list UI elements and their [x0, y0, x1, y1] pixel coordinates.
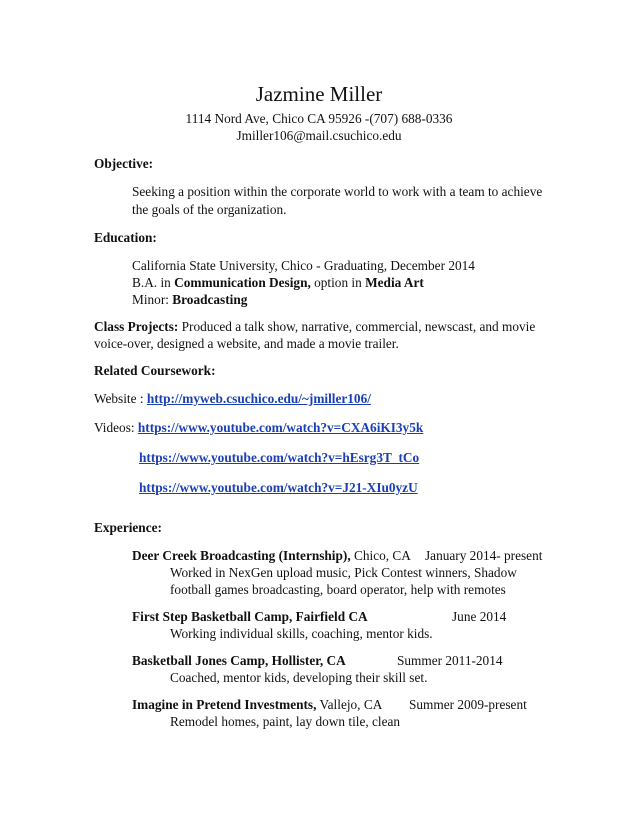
job-dates: January 2014- present [425, 548, 543, 563]
job-location: Chico, CA [350, 548, 411, 563]
degree-major: Communication Design, [174, 275, 311, 290]
job-title-line [132, 548, 411, 564]
job-dates: Summer 2011-2014 [397, 653, 503, 668]
videos-label: Videos: [94, 420, 138, 435]
degree-option: Media Art [365, 275, 424, 290]
minor-value: Broadcasting [172, 292, 248, 307]
website-row [94, 391, 371, 407]
degree-mid: option in [310, 275, 366, 290]
job-employer: First Step Basketball Camp, Fairfield CA [132, 609, 368, 624]
coursework-heading: Related Coursework: [94, 363, 216, 378]
objective-heading: Objective: [94, 156, 154, 171]
class-projects-line1 [94, 319, 535, 335]
experience-heading: Experience: [94, 520, 162, 535]
email-line: Jmiller106@mail.csuchico.edu [236, 128, 402, 143]
website-label: Website : [94, 391, 147, 406]
video-link-3[interactable]: https://www.youtube.com/watch?v=J21-XIu0yzU [139, 480, 418, 495]
job-location: Vallejo, CA [316, 697, 383, 712]
job-description-line1: Remodel homes, paint, lay down tile, clean [170, 714, 401, 729]
education-heading: Education: [94, 230, 157, 245]
video-row-3 [139, 480, 418, 496]
job-employer: Imagine in Pretend Investments, [132, 697, 317, 712]
objective-text-line2: the goals of the organization. [132, 202, 287, 217]
job-description-line1: Worked in NexGen upload music, Pick Contest winners, Shadow [170, 565, 517, 580]
education-minor [132, 292, 247, 308]
job-title-line [132, 609, 368, 625]
education-degree [132, 275, 424, 291]
job-description-line1: Working individual skills, coaching, mentor kids. [170, 626, 433, 641]
class-projects-text: Produced a talk show, narrative, commercial, newscast, and movie [178, 319, 536, 334]
address-line: 1114 Nord Ave, Chico CA 95926 -(707) 688-0336 [185, 111, 453, 126]
degree-prefix: B.A. in [132, 275, 175, 290]
objective-text-line1: Seeking a position within the corporate world to work with a team to achieve [132, 184, 543, 199]
job-title-line [132, 653, 346, 669]
website-link[interactable]: http://myweb.csuchico.edu/~jmiller106/ [146, 391, 371, 406]
job-description-line2: football games broadcasting, board operator, help with remotes [170, 582, 506, 597]
videos-row [94, 420, 423, 436]
video-row-2 [139, 450, 419, 466]
video-link-1[interactable]: https://www.youtube.com/watch?v=CXA6iKI3y5k [137, 420, 424, 435]
job-dates: Summer 2009-present [409, 697, 527, 712]
job-dates: June 2014 [452, 609, 507, 624]
job-description-line1: Coached, mentor kids, developing their skill set. [170, 670, 428, 685]
job-employer: Deer Creek Broadcasting (Internship), [132, 548, 351, 563]
class-projects-heading: Class Projects: [94, 319, 179, 334]
resume-name: Jazmine Miller [255, 82, 383, 106]
video-link-2[interactable]: https://www.youtube.com/watch?v=hEsrg3T_tCo [139, 450, 420, 465]
job-employer: Basketball Jones Camp, Hollister, CA [132, 653, 346, 668]
class-projects-line2: voice-over, designed a website, and made a movie trailer. [94, 336, 399, 351]
job-title-line [132, 697, 382, 713]
minor-prefix: Minor: [132, 292, 173, 307]
education-university: California State University, Chico - Graduating, December 2014 [132, 258, 475, 273]
